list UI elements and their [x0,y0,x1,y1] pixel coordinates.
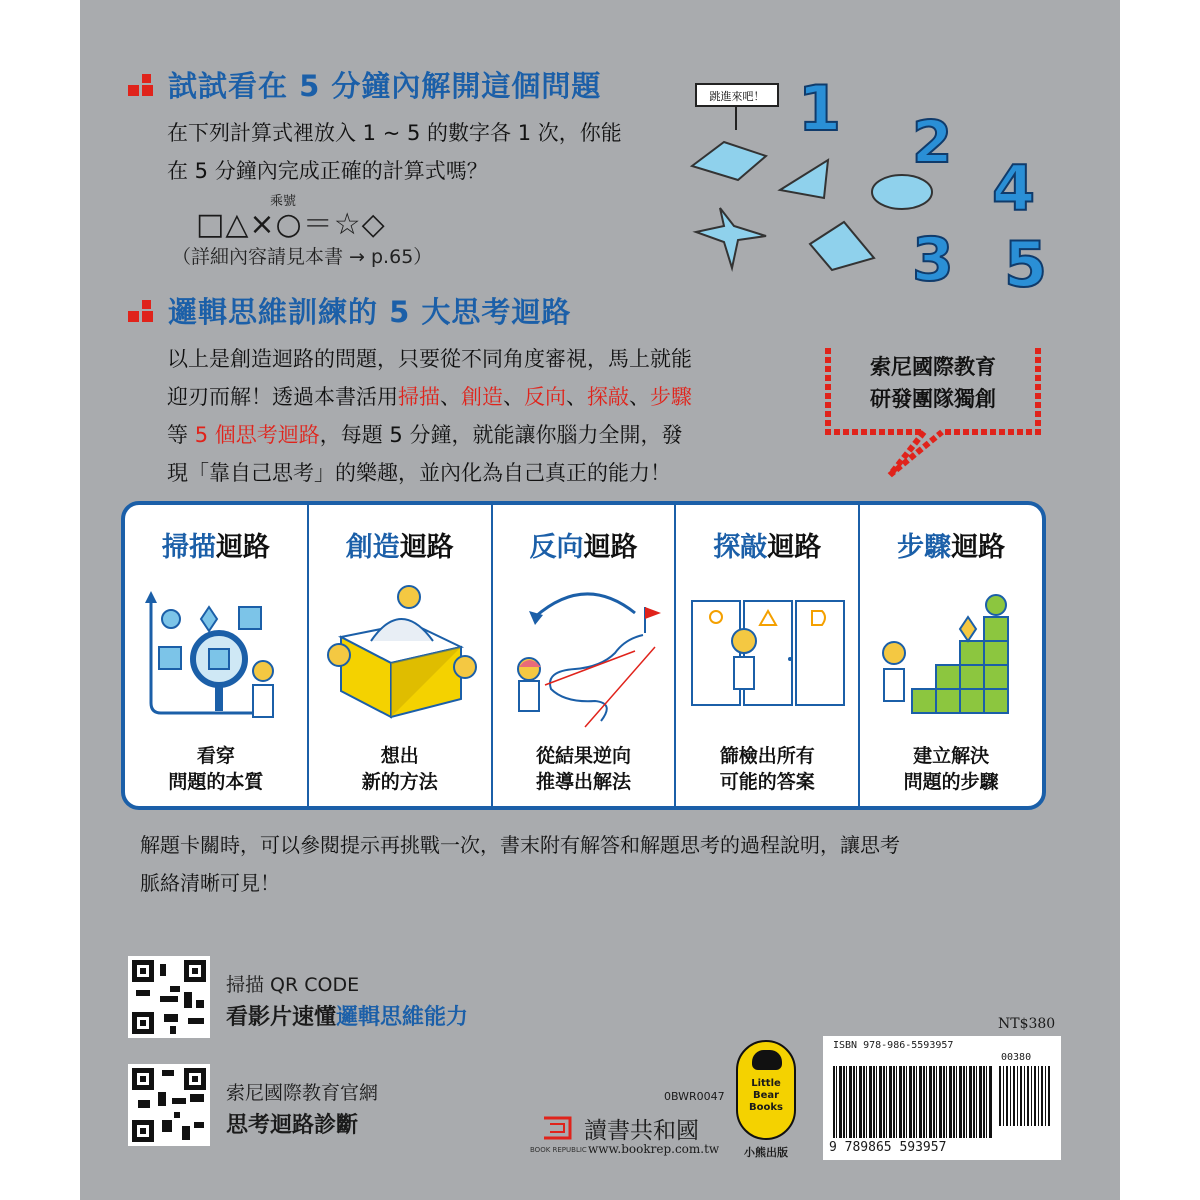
book-republic-logo-icon [540,1112,576,1142]
addon-text: 00380 [1001,1052,1032,1063]
magnifier-scan-icon [137,577,297,737]
section2-heading [128,290,571,331]
sign-text: 跳進來吧！ [709,90,765,103]
product-code: 0BWR0047 [664,1090,725,1103]
circuit-desc: 建立解決 問題的步驟 [903,745,999,793]
barcode-bars [833,1066,993,1138]
section2-text [167,340,787,492]
logo-text: Little Bear Books [749,1078,783,1113]
section2-line4: 現「靠自己思考」的樂趣，並內化為自己真正的能力！ [167,461,671,485]
footer-paragraph [140,826,900,902]
circuit-steps [860,505,1042,806]
circuit-title: 步驟迴路 [897,532,1006,563]
shapes-digits-illustration [680,60,1080,300]
bubble-line1: 索尼國際教育 [870,355,996,379]
isbn-text: ISBN 978-986-5593957 [833,1040,954,1051]
qr1-line1: 掃描 QR CODE [226,974,360,996]
publisher-sub: BOOK REPUBLIC [530,1146,587,1154]
bubble-line2: 研發團隊獨創 [870,387,996,411]
diamond-shape-icon [692,142,766,180]
circuit-scan [125,505,309,806]
section1-line1: 在下列計算式裡放入 1 ~ 5 的數字各 1 次，你能 [167,121,622,145]
section1-heading [128,64,601,105]
footer-line2: 脈絡清晰可見！ [140,871,280,895]
section1-line2: 在 5 分鐘內完成正確的計算式嗎？ [167,159,488,183]
ruby-annotation: 乘號 [270,194,297,209]
section1-text [167,114,622,190]
triangle-shape-icon [780,160,828,198]
stairs-steps-icon [872,577,1032,737]
imprint-name: 小熊出版 [744,1146,788,1159]
digit-four: 4 [992,152,1036,225]
circuit-title: 掃描迴路 [161,532,270,563]
doors-explore-icon [688,577,848,737]
circuit-desc: 看穿 問題的本質 [168,745,264,793]
circuit-title: 創造迴路 [345,532,454,563]
star-shape-icon [696,208,766,268]
red-square-marker-icon [128,300,154,322]
qr2-line1: 索尼國際教育官網 [226,1082,379,1104]
qr1-line2: 看影片速懂邏輯思維能力 [226,1005,469,1030]
circuit-explore [676,505,860,806]
signpost-icon [696,84,778,130]
barcode-number: 9 789865 593957 [829,1140,947,1155]
reverse-path-icon [505,577,665,737]
digit-two: 2 [912,108,953,176]
section1-heading-text: 試試看在 5 分鐘內解開這個問題 [168,69,602,103]
circuit-desc: 想出 新的方法 [361,745,438,793]
circuit-desc: 篩檢出所有 可能的答案 [719,745,815,793]
circuit-title: 反向迴路 [529,532,638,563]
section2-line2: 迎刃而解！透過本書活用掃描、創造、反向、探敲、步驟 [167,385,692,409]
section2-line3: 等 5 個思考迴路，每題 5 分鐘，就能讓你腦力全開，發 [167,423,683,447]
publisher-url: www.bookrep.com.tw [588,1142,720,1156]
section2-line1: 以上是創造迴路的問題，只要從不同角度審視，馬上就能 [167,347,692,371]
speech-bubble [820,340,1050,490]
circuit-desc: 從結果逆向 推導出解法 [535,745,631,793]
red-square-marker-icon [128,74,154,96]
ellipse-shape-icon [872,175,932,209]
puzzle-formula: □△×○＝☆◇ [196,207,386,242]
box-create-icon [321,577,481,737]
footer-line1: 解題卡關時，可以參閱提示再挑戰一次，書末附有解答和解題思考的過程說明，讓思考 [140,833,900,857]
price-label: NT$380 [998,1016,1056,1032]
addon-bars [999,1066,1051,1126]
circuit-title: 探敲迴路 [713,532,822,563]
little-bear-books-logo [736,1040,796,1140]
publisher-name: 讀書共和國 [584,1118,699,1144]
section2-heading-text: 邏輯思維訓練的 5 大思考迴路 [168,295,572,329]
bear-head-icon [752,1050,782,1070]
isbn-barcode [823,1036,1061,1160]
page-reference: （詳細內容請見本書 → p.65） [172,246,433,268]
kite-shape-icon [810,222,874,270]
circuit-create [309,505,493,806]
digit-five: 5 [1004,228,1048,300]
qr-code-video[interactable] [128,956,210,1038]
qr2-line2: 思考迴路診斷 [226,1113,359,1138]
digit-one: 1 [798,72,842,145]
circuit-reverse [493,505,677,806]
qr-code-website[interactable] [128,1064,210,1146]
five-circuits-panel [121,501,1046,810]
digit-three: 3 [912,225,954,295]
